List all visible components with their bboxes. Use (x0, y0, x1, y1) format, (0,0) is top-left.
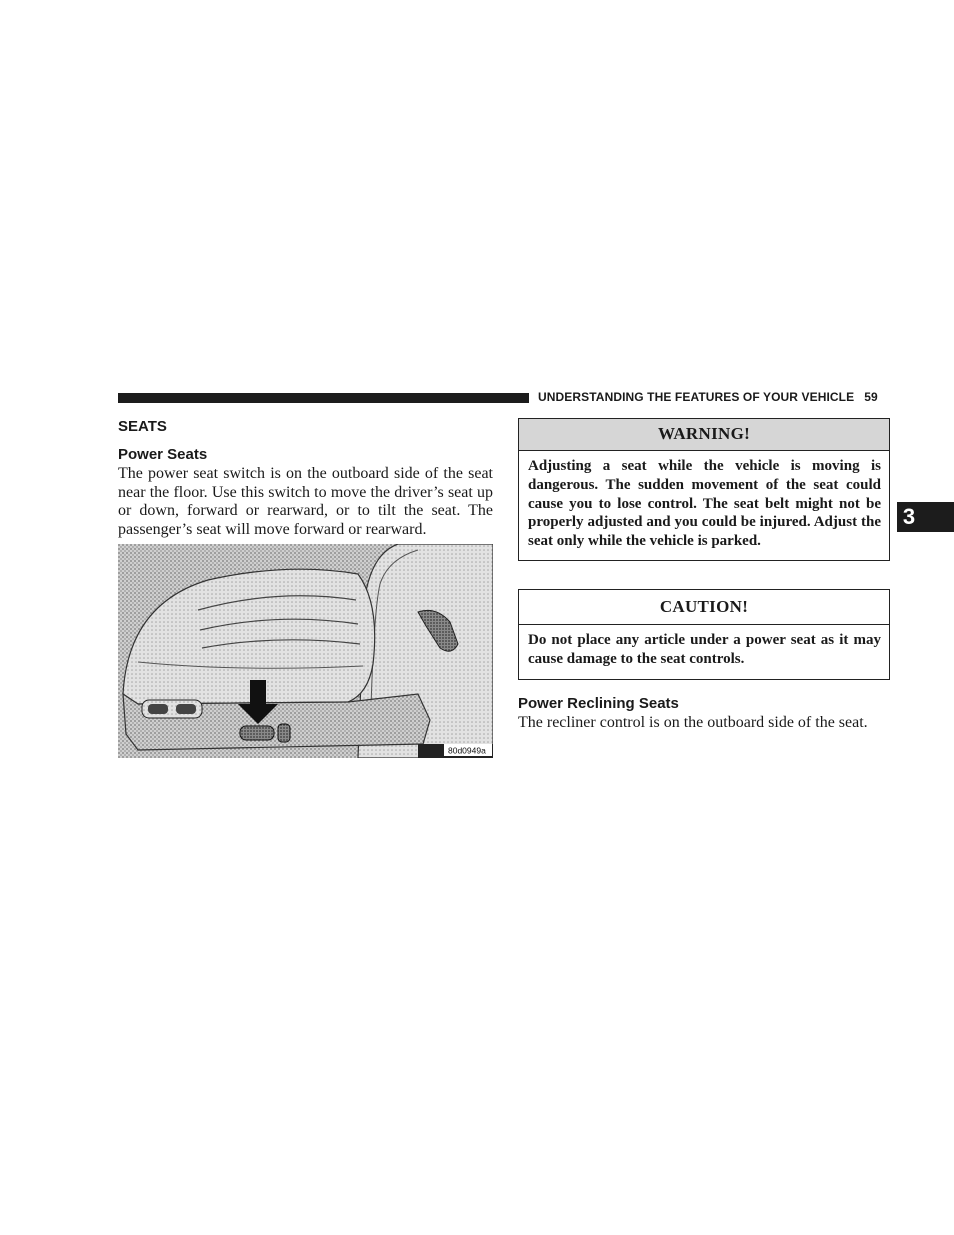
power-reclining-heading: Power Reclining Seats (518, 695, 679, 712)
power-seats-paragraph: The power seat switch is on the outboard side of the seat near the floor. Use this switch to move the driver’s seat up or down, forward or rearward, or to tilt the seat. The passenger’s seat will move forward or rearward. (118, 465, 493, 538)
header-title: UNDERSTANDING THE FEATURES OF YOUR VEHICLE (538, 390, 855, 404)
caution-text: Do not place any article under a power seat as it may cause damage to the seat controls. (528, 632, 881, 667)
caution-box (518, 589, 890, 680)
warning-title: WARNING! (519, 419, 889, 451)
chapter-tab (897, 502, 954, 532)
running-header (538, 390, 878, 404)
header-rule (118, 393, 529, 403)
warning-text: Adjusting a seat while the vehicle is moving is dangerous. The sudden movement of the seat could cause you to lose control. The seat belt might not be properly adjusted and you could be injured. Adjust the seat only while the vehicle is parked. (528, 458, 881, 550)
warning-box (518, 418, 890, 561)
power-seat-illustration (118, 544, 493, 758)
page-number: 59 (864, 390, 878, 404)
power-seats-heading: Power Seats (118, 446, 208, 463)
power-reclining-paragraph: The recliner control is on the outboard side of the seat. (518, 714, 868, 731)
section-title: SEATS (118, 418, 167, 435)
seat-drawing (118, 544, 493, 758)
figure-code: 80d0949a (448, 745, 486, 756)
chapter-number: 3 (902, 504, 916, 529)
caution-title: CAUTION! (519, 590, 889, 625)
power-seat-switch (240, 726, 274, 740)
